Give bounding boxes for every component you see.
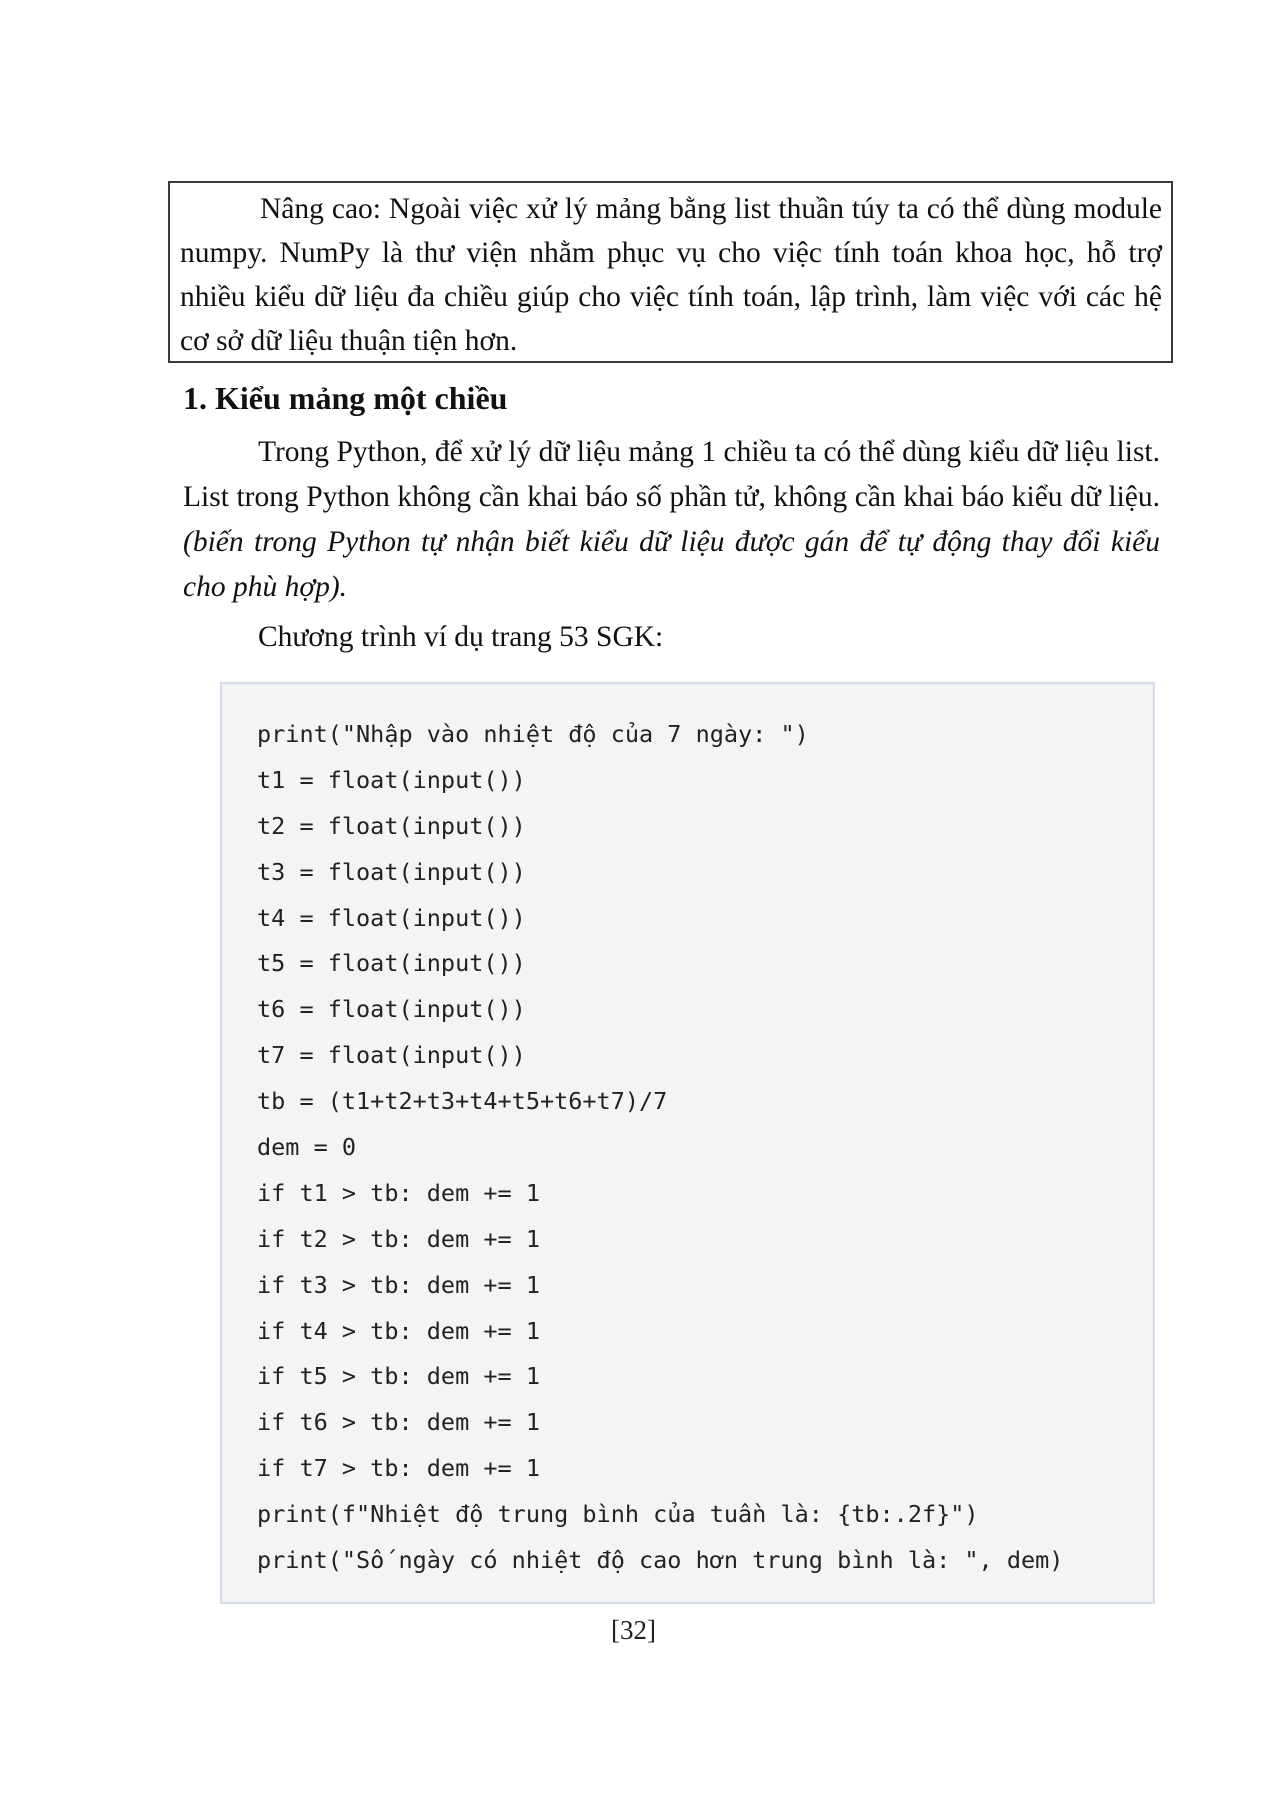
code-line: t5 = float(input()) (257, 949, 526, 978)
code-line: dem = 0 (257, 1133, 357, 1162)
code-line: print("Số ngày có nhiệt độ cao hơn trung bình là: ", dem) (257, 1546, 1064, 1575)
code-line: if t1 > tb: dem += 1 (257, 1178, 540, 1207)
advanced-note-text: Nâng cao: Ngoài việc xử lý mảng bằng list thuần túy ta có thể dùng module numpy. NumPy là thư viện nhằm phục vụ cho việc tính toán khoa học, hỗ trợ nhiều kiểu dữ liệu đa chiều giúp cho việc tính toán, lập trình, làm việc với các hệ cơ sở dữ liệu thuận tiện hơn. (180, 193, 1162, 357)
code-line: print(f"Nhiệt độ trung bình của tuần là: {tb:.2f}") (257, 1500, 979, 1529)
code-line: t7 = float(input()) (257, 1041, 526, 1070)
intro-paragraph-text: Trong Python, để xử lý dữ liệu mảng 1 chiều ta có thể dùng kiểu dữ liệu list. List trong Python không cần khai báo số phần tử, không cần khai báo kiểu dữ liệu. (183, 436, 1160, 513)
code-line: if t7 > tb: dem += 1 (257, 1454, 540, 1483)
code-block (220, 682, 1155, 1604)
code-line: t6 = float(input()) (257, 995, 526, 1024)
code-line: tb = (t1+t2+t3+t4+t5+t6+t7)/7 (257, 1087, 668, 1116)
intro-paragraph (183, 430, 1160, 610)
code-line: t3 = float(input()) (257, 857, 526, 886)
code-lines (257, 712, 1063, 1584)
code-line: t4 = float(input()) (257, 903, 526, 932)
code-line: if t2 > tb: dem += 1 (257, 1224, 540, 1253)
code-line: t1 = float(input()) (257, 765, 526, 794)
page-number: [32] (611, 1615, 656, 1645)
code-line: if t5 > tb: dem += 1 (257, 1362, 540, 1391)
intro-paragraph-italic-note: (biến trong Python tự nhận biết kiểu dữ liệu được gán để tự động thay đổi kiểu cho phù hợp). (183, 526, 1160, 603)
code-line: if t4 > tb: dem += 1 (257, 1316, 540, 1345)
code-line: if t3 > tb: dem += 1 (257, 1270, 540, 1299)
code-line: if t6 > tb: dem += 1 (257, 1408, 540, 1437)
code-line: t2 = float(input()) (257, 811, 526, 840)
example-caption: Chương trình ví dụ trang 53 SGK: (258, 621, 664, 653)
code-line: print("Nhập vào nhiệt độ của 7 ngày: ") (257, 720, 809, 748)
advanced-note-box (168, 181, 1173, 363)
section-heading: 1. Kiểu mảng một chiều (183, 380, 508, 416)
